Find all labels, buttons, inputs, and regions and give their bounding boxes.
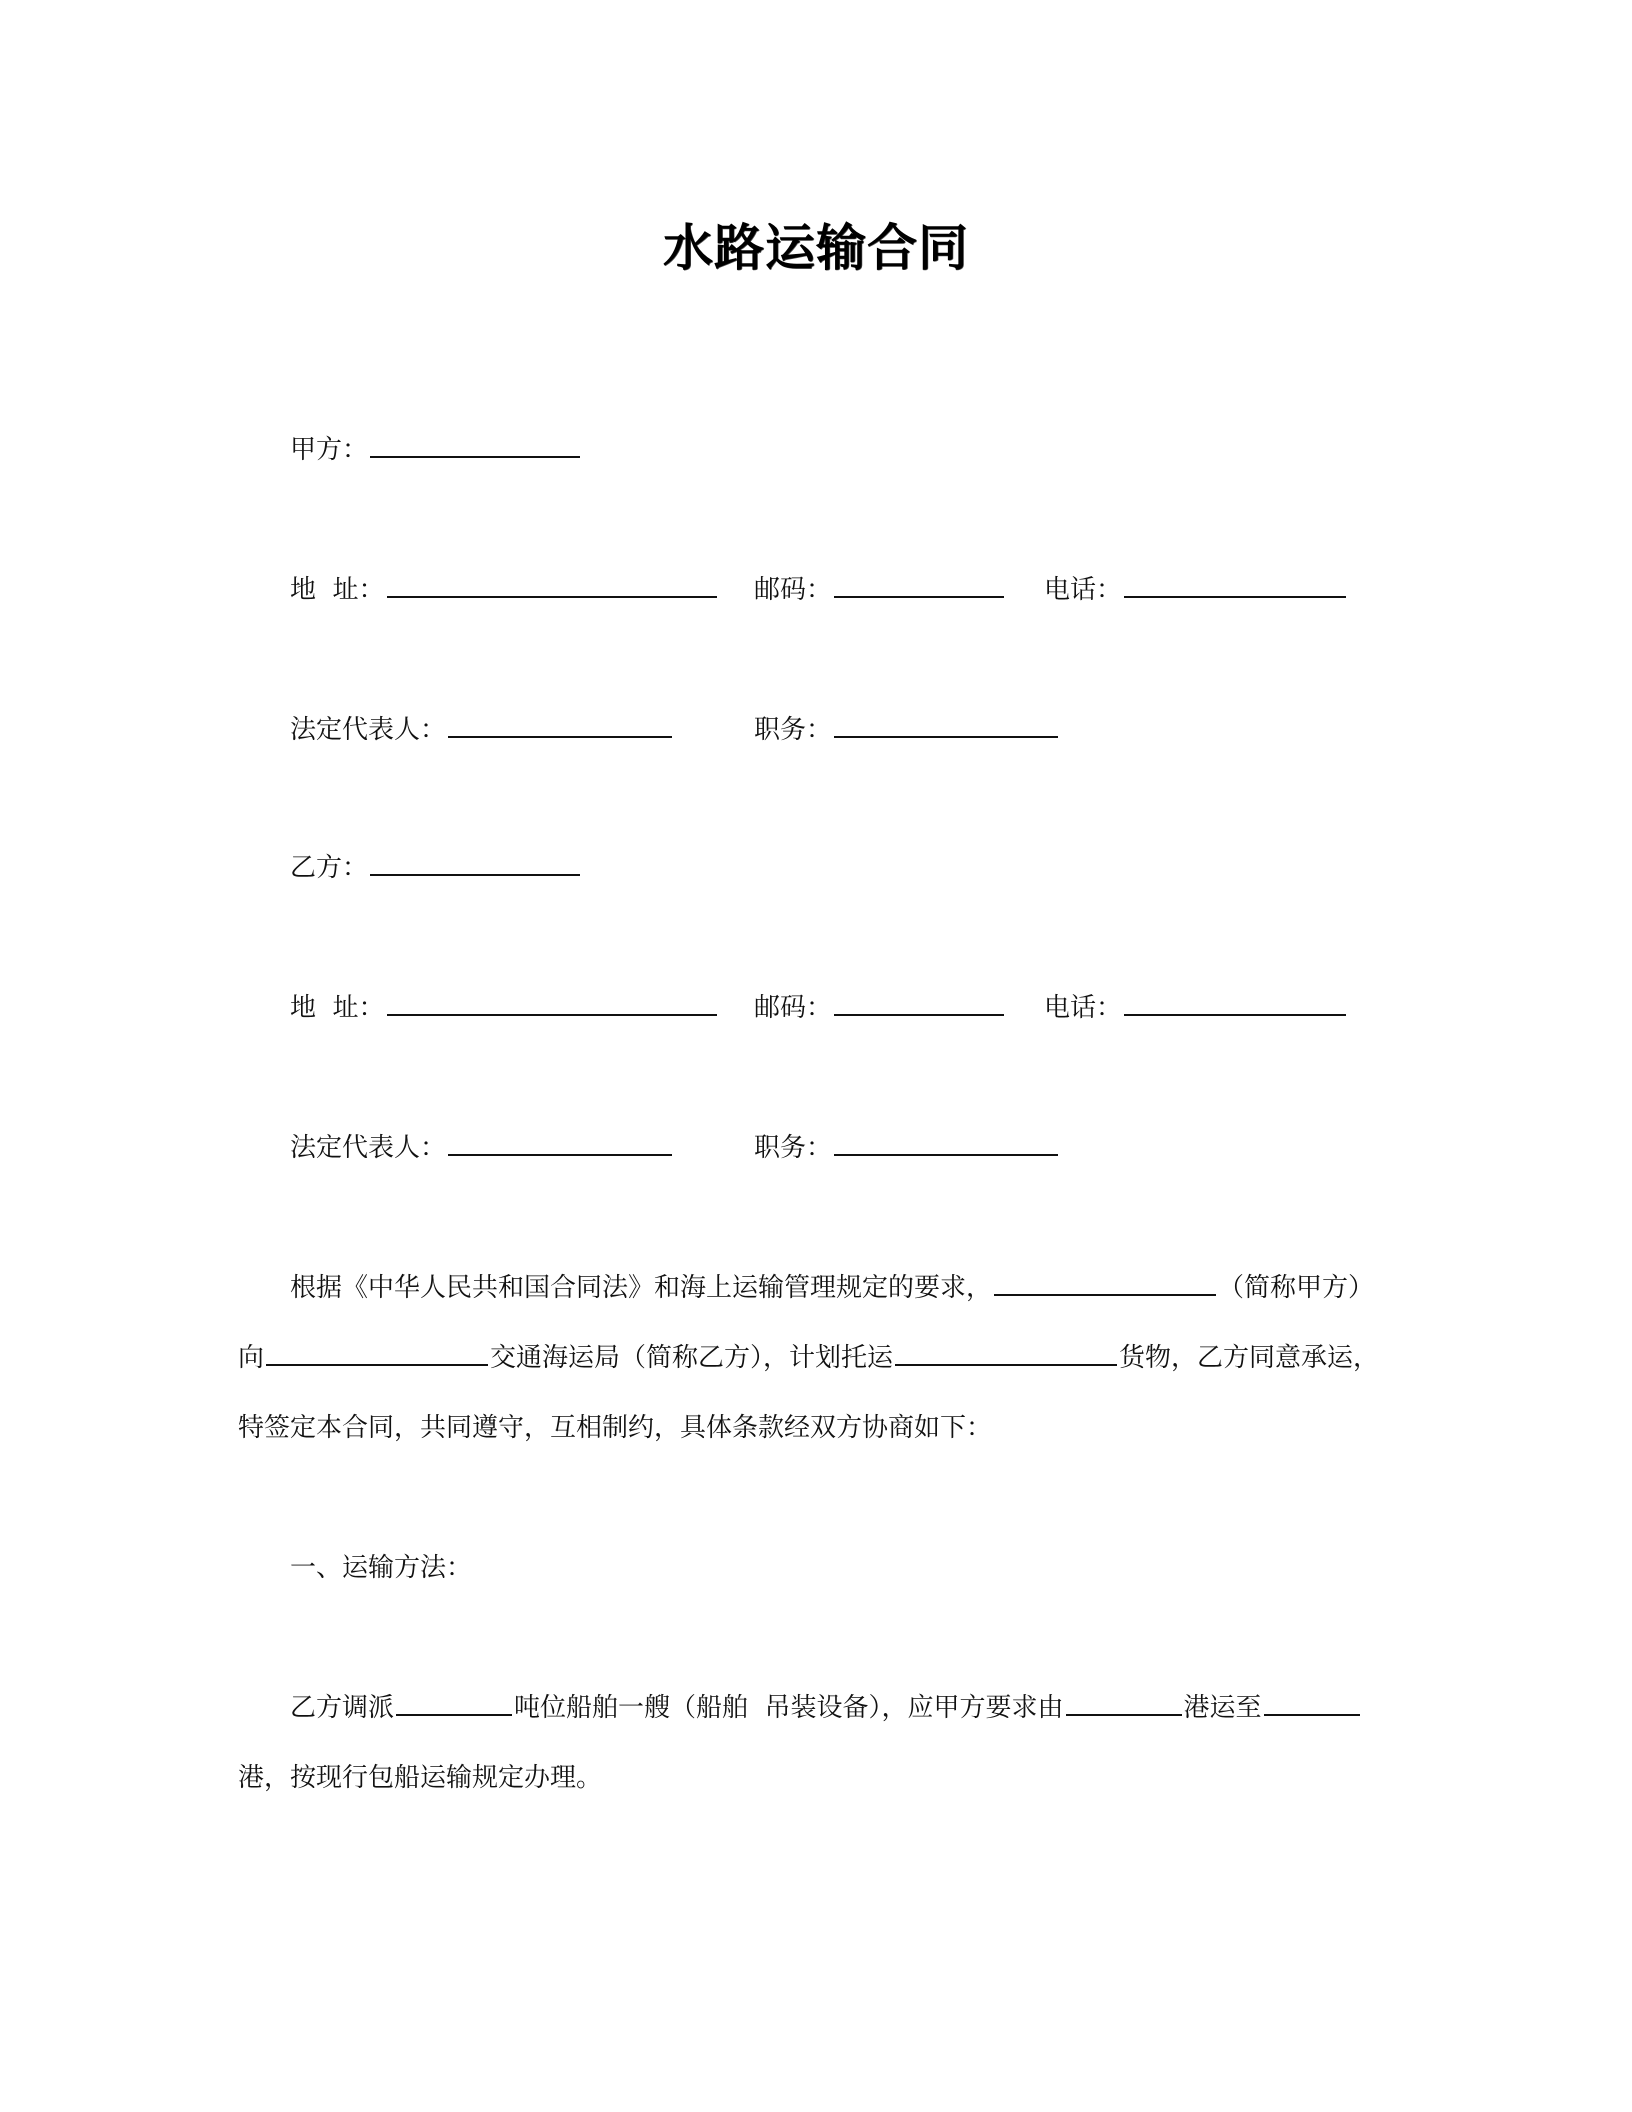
party-a-address-line (290, 570, 719, 610)
party-a-postcode-line (754, 570, 1006, 610)
preamble-blank-party-a[interactable] (994, 1268, 1216, 1296)
party-b-phone-blank[interactable] (1124, 988, 1346, 1016)
preamble-text-3: 特签定本合同，共同遵守，互相制约，具体条款经双方协商如下： (238, 1413, 993, 1443)
party-b-address-blank[interactable] (387, 988, 717, 1016)
section-1-text-1c: 港运至 (1183, 1693, 1262, 1723)
party-a-rep-line (290, 710, 674, 750)
party-a-phone-line (1044, 570, 1348, 610)
party-b-postcode-line (754, 988, 1006, 1028)
preamble-text-2b: 交通海运局（简称乙方），计划托运 (490, 1343, 894, 1373)
party-a-position-label: 职务： (754, 715, 833, 745)
preamble-text-1b: （简称甲方） (1218, 1273, 1375, 1303)
party-a-label: 甲方： (290, 435, 369, 465)
party-a-phone-blank[interactable] (1124, 570, 1346, 598)
preamble-text-2c: 货物，乙方同意承运， (1119, 1343, 1380, 1373)
party-a-address-label: 地 址： (290, 575, 385, 605)
document-title: 水路运输合同 (663, 219, 969, 277)
preamble-text-2a: 向 (238, 1343, 265, 1373)
party-a-postcode-blank[interactable] (834, 570, 1004, 598)
preamble-line-1 (290, 1268, 1374, 1308)
section-1-line-2 (238, 1758, 602, 1798)
preamble-blank-goods[interactable] (895, 1338, 1117, 1366)
section-1-text-1a: 乙方调派 (290, 1693, 395, 1723)
party-a-position-line (754, 710, 1060, 750)
party-a-rep-label: 法定代表人： (290, 715, 447, 745)
section-1-blank-origin-port[interactable] (1066, 1688, 1182, 1716)
section-1-heading (290, 1548, 472, 1588)
section-1-line-1 (290, 1688, 1362, 1728)
party-b-position-line (754, 1128, 1060, 1168)
party-b-rep-label: 法定代表人： (290, 1133, 447, 1163)
party-a-position-blank[interactable] (834, 710, 1058, 738)
section-1-blank-dest-port[interactable] (1264, 1688, 1360, 1716)
party-b-position-blank[interactable] (834, 1128, 1058, 1156)
section-1-heading-text: 一、运输方法： (290, 1553, 473, 1583)
section-1-text-2: 港，按现行包船运输规定办理。 (238, 1763, 603, 1793)
party-a-postcode-label: 邮码： (754, 575, 833, 605)
section-1-blank-tonnage[interactable] (396, 1688, 512, 1716)
party-a-rep-blank[interactable] (448, 710, 672, 738)
party-b-address-line (290, 988, 719, 1028)
preamble-blank-bureau[interactable] (266, 1338, 488, 1366)
party-b-postcode-blank[interactable] (834, 988, 1004, 1016)
party-b-phone-line (1044, 988, 1348, 1028)
party-a-phone-label: 电话： (1044, 575, 1123, 605)
party-b-rep-line (290, 1128, 674, 1168)
party-b-blank[interactable] (370, 848, 580, 876)
party-b-address-label: 地 址： (290, 993, 385, 1023)
party-a-address-blank[interactable] (387, 570, 717, 598)
party-b-postcode-label: 邮码： (754, 993, 833, 1023)
party-b-rep-blank[interactable] (448, 1128, 672, 1156)
party-b-line (290, 848, 582, 888)
party-b-position-label: 职务： (754, 1133, 833, 1163)
party-b-label: 乙方： (290, 853, 369, 883)
party-b-phone-label: 电话： (1044, 993, 1123, 1023)
preamble-line-3 (238, 1408, 992, 1448)
section-1-text-1b: 吨位船舶一艘（船舶 吊装设备），应甲方要求由 (514, 1693, 1064, 1723)
party-a-line (290, 430, 582, 470)
preamble-line-2 (238, 1338, 1379, 1378)
party-a-blank[interactable] (370, 430, 580, 458)
preamble-text-1a: 根据《中华人民共和国合同法》和海上运输管理规定的要求， (290, 1273, 993, 1303)
